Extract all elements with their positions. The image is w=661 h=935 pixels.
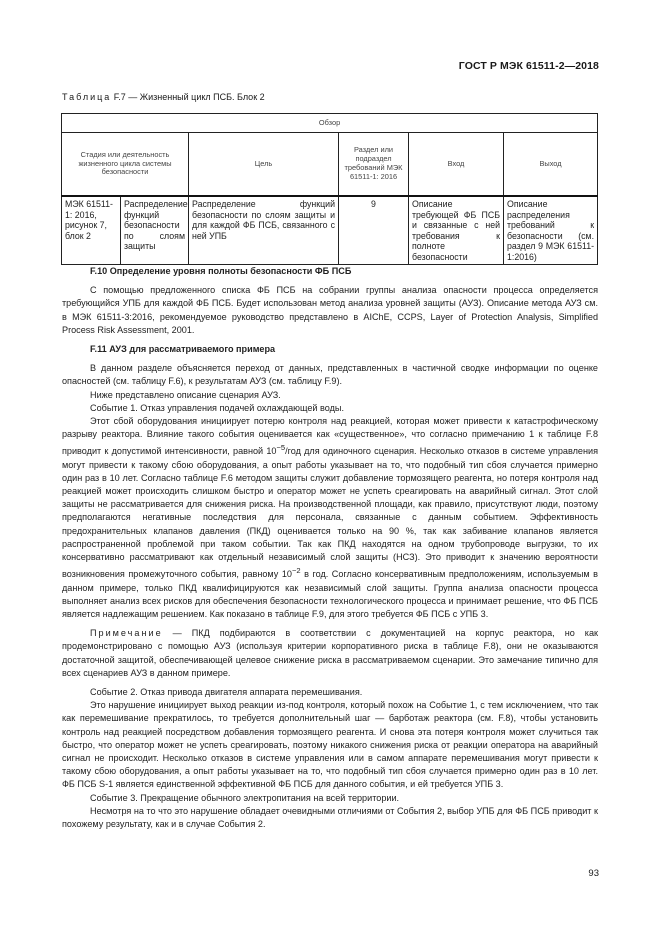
page-number: 93: [588, 868, 599, 879]
section-f11-paragraph-1: В данном разделе объясняется переход от данных, представленных в частичной сводке информации по оценке опасностей (см. таблицу F.6), к результатам АУЗ (см. таблицу F.9).: [62, 363, 598, 387]
table-caption-text: F.7 — Жизненный цикл ПСБ. Блок 2: [111, 92, 265, 102]
column-header-input: Вход: [409, 133, 504, 197]
event1-exponent-2: −2: [291, 566, 301, 576]
lifecycle-table: [61, 113, 598, 265]
cell-output: Описание распределения требований к безопасности (см. раздел 9 МЭК 61511-1:2016): [504, 196, 598, 265]
standard-header: ГОСТ Р МЭК 61511-2—2018: [458, 60, 599, 72]
section-f10-paragraph: С помощью предложенного списка ФБ ПСБ на собрании группы анализа опасности процесса определяется требующийся УПБ для каждой ФБ ПСБ. Будет использован метод анализа уровней защиты (АУЗ). Описание метода АУЗ см. в МЭК 61511-3:2016, рекомендуемое руководство представлено в AIChE, CCPS, Layer of Protection Analysis, Simplified Process Risk Assessment, 2001.: [62, 285, 598, 335]
section-f10-title: F.10 Определение уровня полноты безопасности ФБ ПСБ: [90, 266, 352, 276]
table-caption: [62, 92, 265, 102]
event1-text-c: в год. Согласно консервативным предположениям, используемым в данном примере, только ПКД квалифицируются как независимый слой защиты. Группа анализа опасности процесса выполняет анализ всех рисков для обеспечения безопасности технологического процесса и принимает решение, что ФБ ПСБ является надлежащим решением. Как показано в таблице F.9, для этого требуется ФБ ПСБ с УПБ 3.: [62, 569, 598, 619]
event1-exponent-1: −5: [276, 443, 286, 453]
column-header-section: Раздел или подраздел требований МЭК 61511-1: 2016: [339, 133, 409, 197]
cell-input: Описание требующей ФБ ПСБ и связанные с ней требования к полноте безопасности: [409, 196, 504, 265]
table-overview-header: Обзор: [62, 114, 598, 133]
table-row: [62, 196, 598, 265]
cell-section: 9: [339, 196, 409, 265]
note-label: Примечание: [90, 628, 163, 639]
event2-title: Событие 2. Отказ привода двигателя аппарата перемешивания.: [90, 686, 363, 697]
event3-title: Событие 3. Прекращение обычного электропитания на всей территории.: [90, 792, 400, 803]
column-header-stage: Стадия или деятельность жизненного цикла системы безопасности: [62, 133, 189, 197]
column-header-goal: Цель: [189, 133, 339, 197]
cell-stage-activity: Распределение функций безопасности по слоям защиты: [121, 196, 189, 265]
table-caption-label: Таблица: [62, 92, 112, 102]
event1-title: Событие 1. Отказ управления подачей охлаждающей воды.: [90, 402, 344, 413]
cell-stage-reference: МЭК 61511-1: 2016, рисунок 7, блок 2: [62, 196, 121, 265]
section-f11-title: F.11 АУЗ для рассматриваемого примера: [90, 344, 276, 355]
cell-goal: Распределение функций безопасности по слоям защиты и для каждой ФБ ПСБ, связанного с ней УПБ: [189, 196, 339, 265]
note: [62, 627, 598, 680]
section-f11-paragraph-2: Ниже представлено описание сценария АУЗ.: [90, 389, 281, 400]
event2-description: Это нарушение инициирует выход реакции из-под контроля, который похож на Событие 1, с тем исключением, что так как перемешивание прекратилось, то требуется дополнительный шаг — барботаж реактора (см. F.8), чтобы установить контроль над реакцией посредством добавления тормозящего реагента. И снова эта потеря контроля может случиться так быстро, что оператор может не успеть среагировать, поэтому никакого снижения риска от реакции оператора на аварийный сигнал не происходит. Несколько отказов в системе управления или в самом аппарате перемешивания могут привести к такому сбою оборудования, а опыт работы указывает на то, что подобный тип сбоя случается примерно один раз в 10 лет. ФБ ПСБ S-1 является единственной эффективной ФБ ПСБ для данного события, и ей требуется УПБ 3.: [62, 700, 598, 790]
event1-text-a: Этот сбой оборудования инициирует потерю контроля над реакцией, которая может привести к катастрофическому разрыву реактора. Влияние такого события оценивается как «существенное», что согласно примечанию 1 к таблице F.8 приводит к допустимой интенсивности, равной 10: [62, 416, 598, 457]
column-header-output: Выход: [504, 133, 598, 197]
document-body: [62, 265, 598, 831]
note-text: — ПКД подбираются в соответствии с документацией на корпус реактора, но как продемонстрировано с помощью АУЗ (используя критерии корпоративного риска в таблице F.8), они не оказываются достаточной защитой, обеспечивающей целевое снижение риска в рассматриваемом сценарии. Это замечание типично для всех сценариев АУЗ в данном примере.: [62, 628, 598, 678]
event3-description: Несмотря на то что это нарушение обладает очевидными отличиями от События 2, выбор УПБ для ФБ ПСБ приводит к похожему результату, как и в случае События 2.: [62, 805, 598, 829]
event1-description: [62, 415, 598, 621]
event1-text-b: /год для одиночного сценария. Несколько отказов в системе управления могут привести к такому сбою оборудования, а опыт работы указывает на то, что подобный тип сбоя случается примерно один раз в 10 лет. Согласно таблице F.6 методом защиты служит добавление тормозящего реагента, но потеря контроля над реакцией может происходить слишком быстро и оператор может не успеть среагировать на аварийный сигнал. Этот слой защиты не рассматривается для снижения риска. На производственной площади, как правило, присутствуют люди, поэтому предполагаются негативные последствия для персонала, связанные с данным событием. Эффективность предохранительных клапанов давления (ПКД) оценивается только на 90 %, так как забивание клапанов является распространенной проблемой при таком событии. Так как ПКД находятся на одном трубопроводе выгрузки, то их консервативно рассматривают как отдельный независимый слой защиты (НСЗ). Это приводит к значению вероятности возникновения промежуточного события, равному 10: [62, 446, 598, 580]
